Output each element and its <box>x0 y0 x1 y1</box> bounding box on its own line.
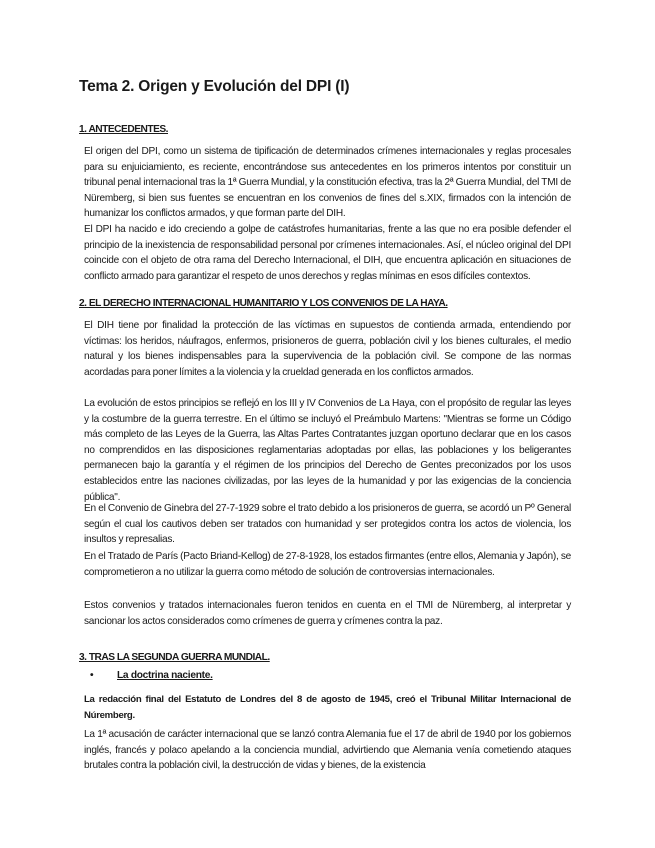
bullet-icon: • <box>90 670 94 681</box>
section-heading-dih: 2. EL DERECHO INTERNACIONAL HUMANITARIO Y LOS CONVENIOS DE LA HAYA. <box>79 298 448 309</box>
paragraph: El DIH tiene por finalidad la protección de las víctimas en supuestos de contienda armada, entendiendo por víctimas: los heridos, náufragos, enfermos, prisioneros de guerra, población civil y los bienes culturales, el medio natural y los bienes indispensables para la supervivencia de la población civil. Se compone de las normas acordadas para poner límites a la violencia y la crueldad generada en los conflictos armados. <box>84 320 571 378</box>
bullet-item <box>90 670 213 681</box>
paragraph: En el Convenio de Ginebra del 27-7-1929 sobre el trato debido a los prisioneros de guerra, se acordó un Pº General según el cual los cautivos deben ser tratados con humanidad y ser protegidos contra los actos de violencia, los insultos y represalias. <box>84 503 571 546</box>
paragraph: En el Tratado de París (Pacto Briand-Kellog) de 27-8-1928, los estados firmantes (entre ellos, Alemania y Japón), se comprometieron a no utilizar la guerra como método de solución de controversias internacionales. <box>84 551 571 578</box>
bold-paragraph: La redacción final del Estatuto de Londres del 8 de agosto de 1945, creó el Tribunal Militar Internacional de Núremberg. <box>84 694 571 721</box>
paragraph: El origen del DPI, como un sistema de tipificación de determinados crímenes internacionales y reglas procesales para su enjuiciamiento, es reciente, encontrándose sus antecedentes en los primeros intentos por constituir un tribunal penal internacional tras la 1ª Guerra Mundial, y la constitución efectiva, tras la 2ª Guerra Mundial, del TMI de Nüremberg, si bien sus fuentes se encuentran en los convenios de fines del s.XIX, firmados con la intención de humanizar los conflictos armados, y que forman parte del DIH. <box>84 146 571 220</box>
document-title: Tema 2. Origen y Evolución del DPI (I) <box>79 78 350 95</box>
section-heading-segunda-guerra: 3. TRAS LA SEGUNDA GUERRA MUNDIAL. <box>79 652 270 663</box>
paragraph: La evolución de estos principios se reflejó en los III y IV Convenios de La Haya, con el propósito de regular las leyes y la costumbre de la guerra terrestre. En el último se incluyó el Preámbulo Martens: "Mientras se forme un Código más completo de las Leyes de la Guerra, las Altas Partes Contratantes juzgan oportuno declarar que en los casos no comprendidos en las disposiciones reglamentarias adoptadas por ellas, las poblaciones y los beligerantes permanecen bajo la garantía y el régimen de los principios del Derecho de Gentes preconizados por los usos establecidos entre las naciones civilizadas, por las leyes de la humanidad y por las exigencias de la conciencia pública". <box>84 398 571 503</box>
paragraph: La 1ª acusación de carácter internacional que se lanzó contra Alemania fue el 17 de abril de 1940 por los gobiernos inglés, francés y polaco apelando a la conciencia mundial, advirtiendo que Alemania venía cometiendo ataques brutales contra la población civil, la destrucción de vidas y bienes, de la existencia <box>84 729 571 772</box>
section-heading-antecedentes: 1. ANTECEDENTES. <box>79 124 168 135</box>
paragraph: Estos convenios y tratados internacionales fueron tenidos en cuenta en el TMI de Nüremberg, al interpretar y sancionar los actos considerados como crímenes de guerra y crímenes contra la paz. <box>84 600 571 627</box>
paragraph: El DPI ha nacido e ido creciendo a golpe de catástrofes humanitarias, frente a las que no era posible defender el principio de la inexistencia de responsabilidad personal por crímenes internacionales. Así, el núcleo original del DPI coincide con el objeto de otra rama del Derecho Internacional, el DIH, que encuentra aplicación en situaciones de conflicto armado para garantizar el respeto de unos derechos y reglas mínimas en esos difíciles contextos. <box>84 224 571 282</box>
bullet-text: La doctrina naciente. <box>117 670 213 681</box>
